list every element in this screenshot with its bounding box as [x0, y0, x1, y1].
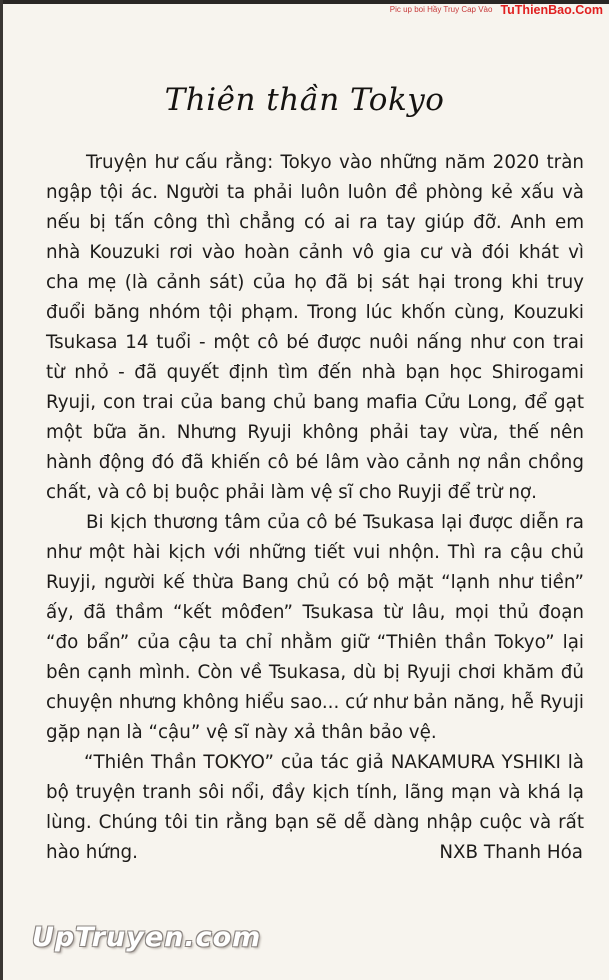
paragraph-1: Truyện hư cấu rằng: Tokyo vào những năm 2020 tràn ngập tội ác. Người ta phải luôn luôn đề phòng kẻ xấu và nếu bị tấn công thì chẳng có ai ra tay giúp đỡ. Anh em nhà Kouzuki rơi vào hoàn cảnh vô gia cư và đói khát vì cha mẹ (là cảnh sát) của họ đã bị sát hại trong khi truy đuổi băng nhóm tội phạm. Trong lúc khốn cùng, Kouzuki Tsukasa 14 tuổi - một cô bé được nuôi nấng như con trai từ nhỏ - đã quyết định tìm đến nhà bạn học Shirogami Ryuji, con trai của bang chủ bang mafia Cửu Long, để gạt một bữa ăn. Nhưng Ryuji không phải tay vừa, thế nên hành động đó đã khiến cô bé lâm vào cảnh nợ nần chồng chất, và cô bị buộc phải làm vệ sĩ cho Ruyji để trừ nợ. [46, 152, 584, 503]
paragraph-3: “Thiên Thần TOKYO” của tác giả NAKAMURA YSHIKI là bộ truyện tranh sôi nổi, đầy kịch tính, lãng mạn và khá lạ lùng. Chúng tôi tin rằng bạn sẽ dễ dàng nhập cuộc và rất hào hứng. [46, 752, 584, 863]
watermark-bottom: UpTruyen.com [32, 922, 262, 953]
page-border-left [0, 0, 3, 980]
watermark-top [390, 1, 603, 19]
watermark-top-brand: TuThienBao.Com [500, 3, 603, 17]
publisher-signature: NXB Thanh Hóa [439, 842, 583, 863]
document-body [46, 148, 584, 868]
watermark-top-caption: Pic up boi Hầy Truy Cap Vào [389, 5, 493, 14]
document-title: Thiên thần Tokyo [164, 82, 445, 118]
paragraph-2: Bi kịch thương tâm của cô bé Tsukasa lại được diễn ra như một hài kịch với những tiết vui nhộn. Thì ra cậu chủ Ruyji, người kế thừa Bang chủ có bộ mặt “lạnh như tiền” ấy, đã thầm “kết môđen” Tsukasa từ lâu, mọi thủ đoạn “đo bẩn” của cậu ta chỉ nhằm giữ “Thiên thần Tokyo” lại bên cạnh mình. Còn về Tsukasa, dù bị Ryuji chơi khăm đủ chuyện nhưng không hiểu sao... cứ như bản năng, hễ Ryuji gặp nạn là “cậu” vệ sĩ này xả thân bảo vệ. [46, 512, 584, 743]
